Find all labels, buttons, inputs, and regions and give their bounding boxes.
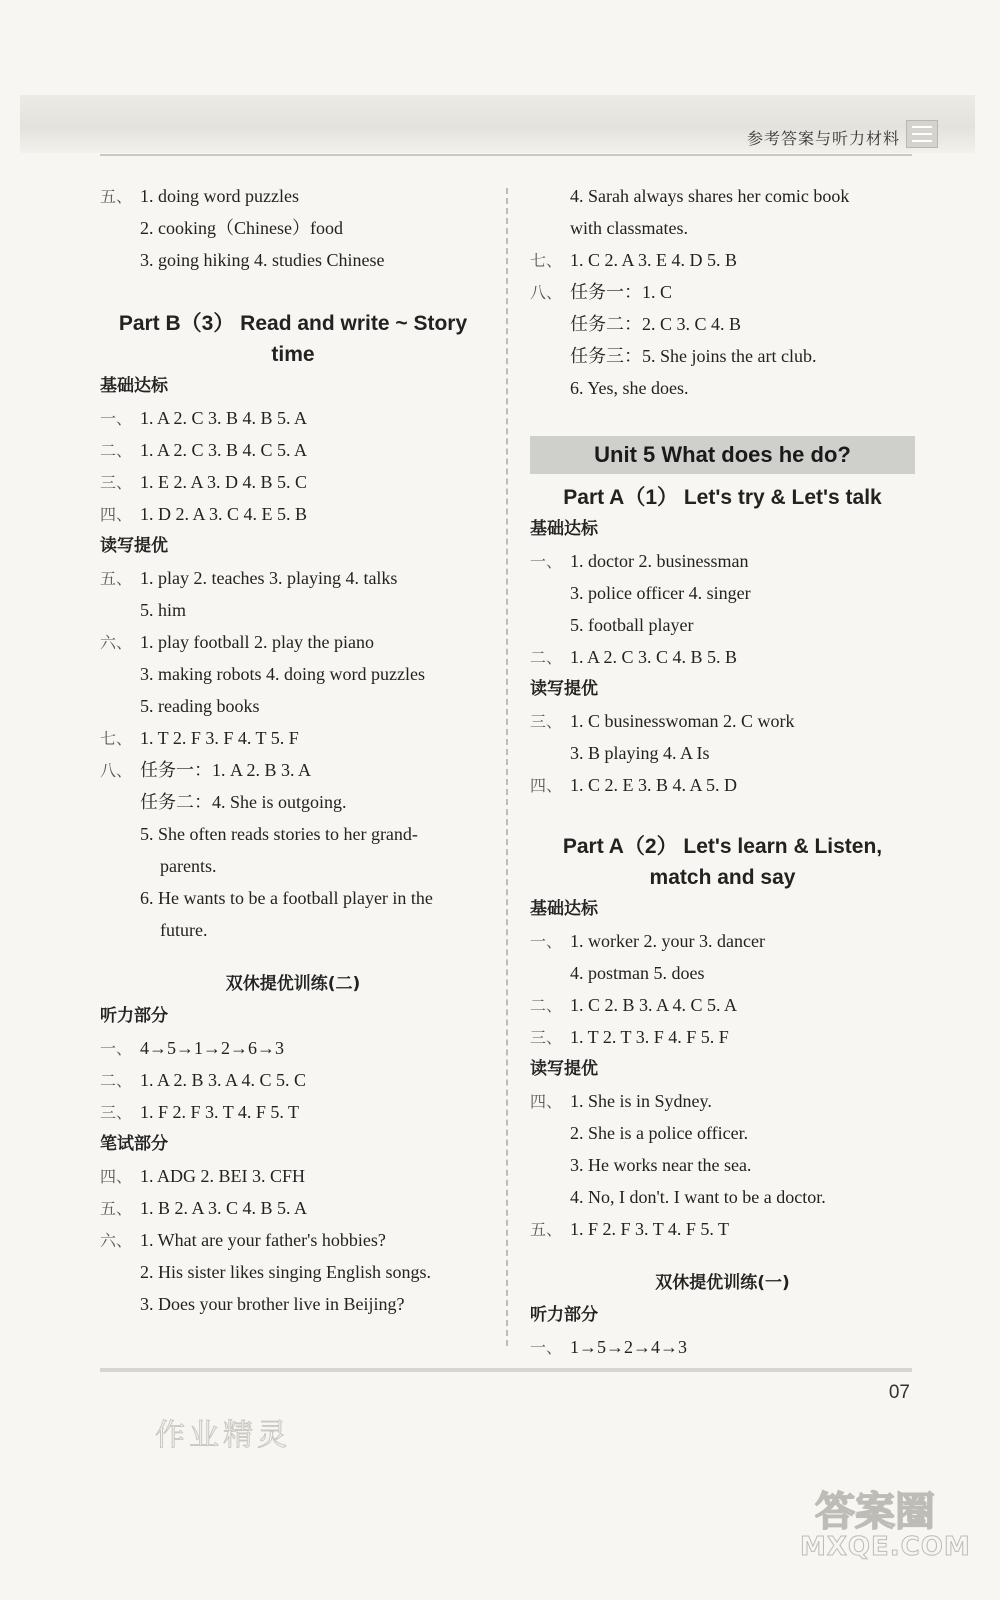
answer-line (530, 212, 915, 244)
question-number: 七、 (530, 251, 563, 270)
answer-line (530, 989, 915, 1021)
answer-line (530, 957, 915, 989)
answer-line (100, 690, 486, 722)
answer-text: 1. A 2. C 3. B 4. C 5. A (140, 440, 308, 460)
question-number: 七、 (100, 729, 133, 748)
answer-list (100, 1032, 486, 1128)
header-rule (100, 154, 912, 156)
answer-line (100, 1160, 486, 1192)
answer-text: parents. (160, 856, 217, 876)
question-number: 八、 (530, 283, 563, 302)
answer-text: 1. C 2. E 3. B 4. A 5. D (570, 775, 738, 795)
question-number: 八、 (100, 761, 133, 780)
section-heading: 读写提优 (530, 1059, 598, 1079)
answer-text: 1. What are your father's hobbies? (140, 1230, 386, 1250)
section-heading: 读写提优 (530, 679, 598, 699)
answer-text: 3. Does your brother live in Beijing? (140, 1294, 405, 1314)
answer-line (100, 658, 486, 690)
answer-text: 4. postman 5. does (570, 963, 705, 983)
question-number: 二、 (100, 1071, 133, 1090)
answer-line (100, 1224, 486, 1256)
answer-line (530, 1149, 915, 1181)
answer-text: 任务一：1. A 2. B 3. A (140, 760, 312, 780)
answer-line (530, 180, 915, 212)
answer-line (100, 434, 486, 466)
answer-line (530, 372, 915, 404)
answer-line (530, 705, 915, 737)
answer-line (100, 498, 486, 530)
answer-line (100, 1192, 486, 1224)
answer-line (530, 308, 915, 340)
answer-line (100, 850, 486, 882)
question-number: 三、 (100, 1103, 133, 1122)
answer-line (100, 1096, 486, 1128)
part-a1-title: Part A（1） Let's try & Let's talk (563, 486, 882, 509)
answer-text: 1. B 2. A 3. C 4. B 5. A (140, 1198, 308, 1218)
answer-text: 5. him (140, 600, 187, 620)
answer-text: 2. His sister likes singing English songs. (140, 1262, 432, 1282)
question-number: 二、 (530, 996, 563, 1015)
answer-text: 任务三：5. She joins the art club. (570, 346, 817, 366)
answer-text: 任务二：2. C 3. C 4. B (570, 314, 742, 334)
question-number: 一、 (530, 1338, 563, 1357)
answer-line (100, 754, 486, 786)
answer-text: 1. D 2. A 3. C 4. E 5. B (140, 504, 308, 524)
answer-text: 3. going hiking 4. studies Chinese (140, 250, 385, 270)
answer-text: 1. F 2. F 3. T 4. F 5. T (570, 1219, 730, 1239)
part-a2-title-cont: match and say (649, 866, 796, 889)
question-number: 四、 (530, 776, 563, 795)
part-b3-title-cont: time (271, 343, 315, 366)
answer-line (100, 818, 486, 850)
answer-line (100, 1064, 486, 1096)
right-column (530, 180, 915, 1363)
answer-text: 1. She is in Sydney. (570, 1091, 712, 1111)
question-number: 一、 (530, 552, 563, 571)
answer-text: 1. A 2. C 3. B 4. B 5. A (140, 408, 308, 428)
answer-text: 2. cooking（Chinese）food (140, 218, 343, 238)
answer-text: 1. doctor 2. businessman (570, 551, 749, 571)
part-b3-title: Part B（3） Read and write ~ Story (118, 312, 468, 335)
answer-text: 1. doing word puzzles (140, 186, 299, 206)
answer-text: future. (160, 920, 208, 940)
answer-text: with classmates. (570, 218, 688, 238)
question-number: 二、 (100, 441, 133, 460)
answer-line (100, 914, 486, 946)
answer-line (100, 244, 486, 276)
answer-text: 1. play football 2. play the piano (140, 632, 374, 652)
answer-line (530, 641, 915, 673)
answer-text: 1. F 2. F 3. T 4. F 5. T (140, 1102, 300, 1122)
section-heading: 基础达标 (530, 519, 598, 539)
question-number: 一、 (100, 409, 133, 428)
answer-list (100, 1160, 486, 1320)
answer-text: 1. C 2. B 3. A 4. C 5. A (570, 995, 738, 1015)
answer-line (530, 737, 915, 769)
answer-line (100, 882, 486, 914)
answer-list (530, 925, 915, 1053)
answer-text: 1. A 2. C 3. C 4. B 5. B (570, 647, 738, 667)
answer-text: 5. reading books (140, 696, 260, 716)
question-number: 二、 (530, 648, 563, 667)
answer-line (530, 1117, 915, 1149)
watermark-zuoyejingling: 作业精灵 (155, 1418, 291, 1453)
answer-text: 1. C 2. A 3. E 4. D 5. B (570, 250, 738, 270)
question-number: 一、 (530, 932, 563, 951)
answer-line (100, 626, 486, 658)
unit-banner: Unit 5 What does he do? (530, 436, 915, 474)
question-number: 五、 (100, 187, 133, 206)
answer-text: 1. T 2. T 3. F 4. F 5. F (570, 1027, 729, 1047)
right-top-lines (530, 180, 915, 404)
part-a2-title: Part A（2） Let's learn & Listen, (562, 835, 883, 858)
left-top-lines (100, 180, 486, 276)
answer-text: 2. She is a police officer. (570, 1123, 749, 1143)
answer-line (100, 562, 486, 594)
answer-text: 5. She often reads stories to her grand- (140, 824, 418, 844)
answer-line (530, 609, 915, 641)
question-number: 一、 (100, 1039, 133, 1058)
answer-text: 1. play 2. teaches 3. playing 4. talks (140, 568, 398, 588)
answer-line (530, 925, 915, 957)
watermark-url: MXQE.COM (800, 1532, 971, 1562)
question-number: 五、 (100, 569, 133, 588)
section-heading: 听力部分 (530, 1305, 598, 1325)
answer-text: 1. A 2. B 3. A 4. C 5. C (140, 1070, 307, 1090)
question-number: 三、 (530, 1028, 563, 1047)
page-number: 07 (888, 1382, 910, 1403)
answer-line (100, 212, 486, 244)
answer-text: 1. ADG 2. BEI 3. CFH (140, 1166, 306, 1186)
question-number: 四、 (100, 505, 133, 524)
answer-list (530, 1331, 915, 1363)
answer-text: 6. He wants to be a football player in the (140, 888, 433, 908)
answer-list (530, 545, 915, 673)
section-heading: 基础达标 (530, 899, 598, 919)
answer-line (100, 1288, 486, 1320)
question-number: 五、 (100, 1199, 133, 1218)
section-heading: 听力部分 (100, 1006, 168, 1026)
answer-text: 任务一：1. C (570, 282, 673, 302)
question-number: 六、 (100, 633, 133, 652)
answer-line (100, 180, 486, 212)
answer-line (100, 466, 486, 498)
answer-line (530, 769, 915, 801)
answer-text: 3. B playing 4. A Is (570, 743, 710, 763)
answer-text: 4. Sarah always shares her comic book (570, 186, 850, 206)
answer-text: 任务二：4. She is outgoing. (140, 792, 347, 812)
question-number: 四、 (100, 1167, 133, 1186)
answer-line (100, 1032, 486, 1064)
footer-rule (100, 1368, 912, 1372)
answer-text: 3. He works near the sea. (570, 1155, 752, 1175)
answer-text: 1→5→2→4→3 (570, 1337, 687, 1357)
watermark-daanquan: 答案圈 (815, 1489, 935, 1535)
answer-text: 4. No, I don't. I want to be a doctor. (570, 1187, 826, 1207)
answer-line (100, 402, 486, 434)
answer-list (100, 562, 486, 946)
answer-line (530, 1085, 915, 1117)
section-heading: 笔试部分 (100, 1134, 168, 1154)
answer-line (530, 1181, 915, 1213)
answer-line (100, 722, 486, 754)
question-number: 五、 (530, 1220, 563, 1239)
answer-line (530, 1021, 915, 1053)
section-heading: 读写提优 (100, 536, 168, 556)
answer-line (530, 1213, 915, 1245)
answer-line (530, 340, 915, 372)
weekend-practice-1-title: 双休提优训练(一) (655, 1273, 790, 1293)
header-title: 参考答案与听力材料 (746, 129, 900, 148)
answer-text: 4→5→1→2→6→3 (140, 1038, 284, 1058)
answer-text: 1. C businesswoman 2. C work (570, 711, 795, 731)
question-number: 三、 (100, 473, 133, 492)
question-number: 六、 (100, 1231, 133, 1250)
section-heading: 基础达标 (100, 376, 168, 396)
question-number: 三、 (530, 712, 563, 731)
answer-line (100, 1256, 486, 1288)
answer-line (530, 577, 915, 609)
answer-list (530, 1085, 915, 1245)
weekend-practice-2-title: 双休提优训练(二) (225, 974, 361, 994)
answer-text: 3. police officer 4. singer (570, 583, 751, 603)
answer-list (100, 402, 486, 530)
answer-text: 6. Yes, she does. (570, 378, 689, 398)
answer-line (100, 786, 486, 818)
column-divider (506, 188, 508, 1346)
book-icon (906, 120, 938, 148)
answer-line (530, 276, 915, 308)
answer-line (530, 545, 915, 577)
left-column (100, 180, 486, 1320)
answer-list (530, 705, 915, 801)
answer-text: 3. making robots 4. doing word puzzles (140, 664, 425, 684)
answer-line (100, 594, 486, 626)
answer-text: 1. T 2. F 3. F 4. T 5. F (140, 728, 299, 748)
answer-text: 5. football player (570, 615, 694, 635)
answer-line (530, 244, 915, 276)
answer-text: 1. worker 2. your 3. dancer (570, 931, 765, 951)
answer-line (530, 1331, 915, 1363)
question-number: 四、 (530, 1092, 563, 1111)
answer-text: 1. E 2. A 3. D 4. B 5. C (140, 472, 308, 492)
